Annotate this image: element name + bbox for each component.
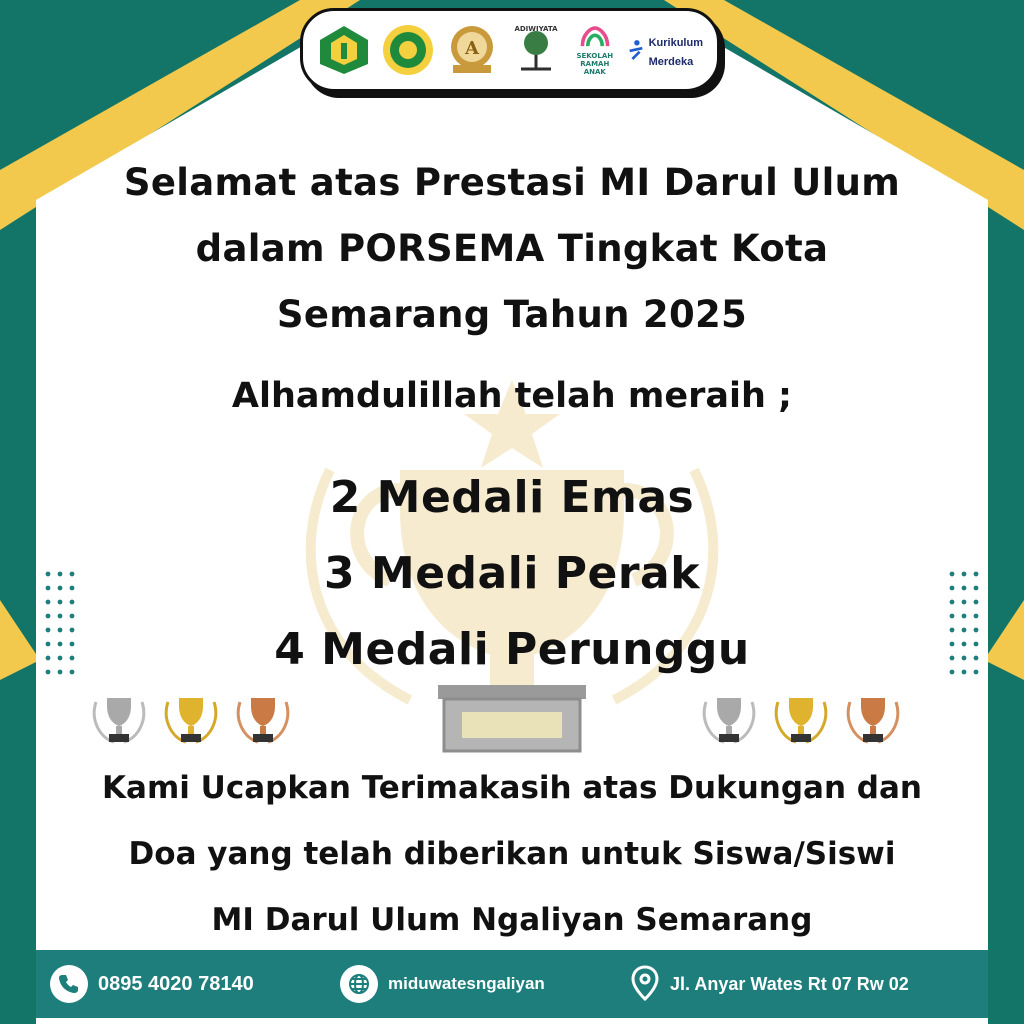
medal-silver: 3 Medali Perak: [324, 548, 700, 599]
trophy-icons-left: [88, 682, 294, 748]
akreditasi-logo: [445, 23, 499, 77]
thanks-line-1: Kami Ucapkan Terimakasih atas Dukungan dan: [102, 770, 922, 806]
svg-text:A: A: [465, 38, 479, 59]
phone-icon: [50, 965, 88, 1003]
footer-address[interactable]: [630, 965, 909, 1003]
website-text: miduwatesngaliyan: [388, 974, 545, 993]
headline: [60, 150, 964, 348]
medal-list: [160, 460, 864, 688]
kurikulum-merdeka-logo: Kurikulum Merdeka: [627, 31, 703, 69]
adiwiyata-logo: [509, 23, 563, 77]
silver-trophy-icon: [698, 682, 760, 748]
thanks-line-3: MI Darul Ulum Ngaliyan Semarang: [211, 902, 813, 938]
silver-trophy-icon: [88, 682, 150, 748]
medal-bronze: 4 Medali Perunggu: [274, 624, 750, 675]
gold-trophy-icon: [770, 682, 832, 748]
svg-text:ADIWIYATA: ADIWIYATA: [514, 25, 558, 33]
address-text: Jl. Anyar Wates Rt 07 Rw 02: [670, 973, 909, 994]
headline-line-1: Selamat atas Prestasi MI Darul Ulum: [123, 161, 901, 204]
gold-trophy-icon: [160, 682, 222, 748]
footer-website[interactable]: [340, 965, 630, 1003]
headline-line-3: Semarang Tahun 2025: [276, 293, 748, 336]
globe-icon: [340, 965, 378, 1003]
kemenag-logo: [317, 23, 371, 77]
medal-gold: 2 Medali Emas: [329, 472, 695, 523]
madrasah-logo: [381, 23, 435, 77]
logo-bar: [300, 8, 720, 92]
trophy-icons-right: [698, 682, 904, 748]
footer-phone[interactable]: [50, 965, 340, 1003]
phone-number: 0895 4020 78140: [98, 972, 254, 995]
headline-line-2: dalam PORSEMA Tingkat Kota: [195, 227, 829, 270]
location-pin-icon: [630, 965, 660, 1003]
bronze-trophy-icon: [232, 682, 294, 748]
bronze-trophy-icon: [842, 682, 904, 748]
subheadline: Alhamdulillah telah meraih ;: [231, 376, 793, 416]
thanks-line-2: Doa yang telah diberikan untuk Siswa/Siswi: [128, 836, 896, 872]
thanks-message: [40, 755, 984, 953]
contact-footer: [36, 950, 988, 1018]
sekolah-ramah-anak-logo: SEKOLAH RAMAH ANAK: [573, 24, 617, 76]
